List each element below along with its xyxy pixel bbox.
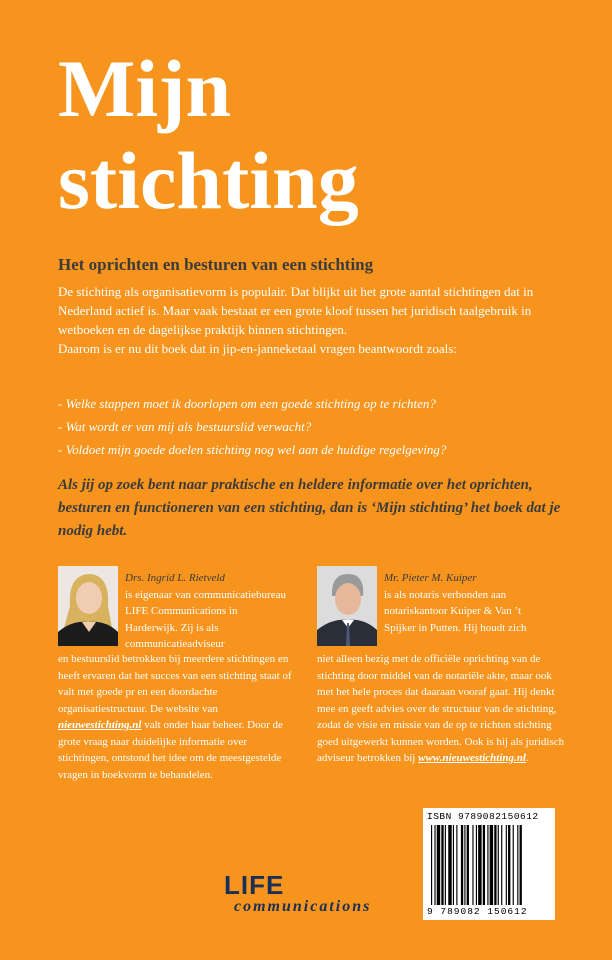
- barcode-bar: [448, 825, 451, 905]
- logo-word-communications: communications: [234, 898, 372, 915]
- isbn-digits: 9 789082 150612: [427, 906, 528, 917]
- barcode-bar: [431, 825, 432, 905]
- closing-statement: Als jij op zoek bent naar praktische en heldere informatie over het oprichten, besturen en functioneren van een stichting, dan is ‘Mijn stichting’ het boek dat je nodig hebt.: [58, 477, 561, 539]
- author2-bio-text: is als notaris verbonden aan notariskantoor Kuiper & Van ’t Spijker in Putten. Hij houdt zich: [384, 588, 527, 634]
- isbn-barcode: [423, 808, 555, 920]
- barcode-bar: [487, 825, 488, 905]
- intro-paragraph: De stichting als organisatievorm is populair. Dat blijkt uit het grote aantal stichtingen dat in Nederland actief is. Maar vaak bestaat er een grote kloof tussen het juridisch taalgebruik in wetboeken en de dagelijkse praktijk binnen stichtingen.: [58, 284, 534, 337]
- author2-bio-text: .: [525, 752, 529, 764]
- question-item: - Welke stappen moet ik doorlopen om een goede stichting op te richten?: [58, 396, 436, 411]
- author2-bio-text: niet alleen bezig met de officiële oprichting van de stichting door middel van de notariële akte, maar ook met het hele proces dat daaraan vooraf gaat. Hij denkt mee en geeft advies over de structuur van de stichting, zodat de visie en missie van de op te richten stichting goed uitgewerkt kunnen worden. Ook is hij als juridisch adviseur betrokken bij: [317, 653, 565, 764]
- barcode-bar: [506, 825, 507, 905]
- barcode-bar: [453, 825, 454, 905]
- author2-website-link[interactable]: www.nieuwestichting.nl: [418, 752, 526, 764]
- barcode-bar: [476, 825, 477, 905]
- author1-website-link[interactable]: nieuwestichting.nl: [58, 719, 142, 731]
- author1-bio-text: is eigenaar van communicatiebureau LIFE Communications in Harderwijk. Zij is als communicatieadviseur: [125, 588, 286, 650]
- publisher-logo: [224, 870, 404, 918]
- barcode-bar: [494, 825, 496, 905]
- barcode-bar: [517, 825, 518, 905]
- barcode-bar: [498, 825, 499, 905]
- barcode-bar: [434, 825, 435, 905]
- question-item: - Voldoet mijn goede doelen stichting nog wel aan de huidige regelgeving?: [58, 442, 447, 457]
- barcode-bar: [467, 825, 469, 905]
- barcode-icon: [431, 825, 547, 905]
- intro-text: [58, 282, 558, 358]
- author2-bio-bottom: [317, 651, 567, 767]
- question-item: - Wat wordt er van mij als bestuurslid verwacht?: [58, 419, 312, 434]
- barcode-bar: [478, 825, 481, 905]
- barcode-bar: [513, 825, 514, 905]
- author1-photo: [58, 566, 118, 646]
- author1-bio-text: valt onder haar beheer. Door de grote vraag naar duidelijke informatie over stichtingen, ontstond het idee om de meestgestelde vragen in boekvorm te behandelen.: [58, 719, 283, 781]
- barcode-bar: [472, 825, 473, 905]
- book-title-line1: Mijn: [58, 43, 232, 134]
- barcode-bar: [456, 825, 457, 905]
- book-title-line2: stichting: [58, 135, 359, 226]
- barcode-bar: [490, 825, 493, 905]
- barcode-bar: [520, 825, 522, 905]
- barcode-bar: [501, 825, 502, 905]
- book-subtitle: Het oprichten en besturen van een stichting: [58, 255, 374, 274]
- question-list: [58, 392, 568, 461]
- author2-bio-top: [384, 570, 554, 636]
- author2-photo: [317, 566, 377, 646]
- logo-word-life: LIFE: [224, 870, 285, 900]
- intro-paragraph: Daarom is er nu dit boek dat in jip-en-janneketaal vragen beantwoordt zoals:: [58, 341, 457, 356]
- barcode-bar: [464, 825, 465, 905]
- barcode-bar: [483, 825, 485, 905]
- author2-name: Mr. Pieter M. Kuiper: [384, 572, 477, 584]
- author1-name: Drs. Ingrid L. Rietveld: [125, 572, 225, 584]
- author1-bio-bottom: [58, 651, 298, 783]
- author1-bio-text: en bestuurslid betrokken bij meerdere stichtingen en heeft ervaren dat het succes van een stichting staat of valt met goede pr en een doordachte organisatiestructuur. De website van: [58, 653, 292, 715]
- barcode-bar: [445, 825, 446, 905]
- barcode-bar: [437, 825, 440, 905]
- barcode-bar: [461, 825, 463, 905]
- barcode-bar: [441, 825, 443, 905]
- barcode-bar: [508, 825, 510, 905]
- book-title: [58, 43, 359, 226]
- author1-bio-top: [125, 570, 290, 653]
- isbn-label: ISBN 9789082150612: [427, 811, 539, 822]
